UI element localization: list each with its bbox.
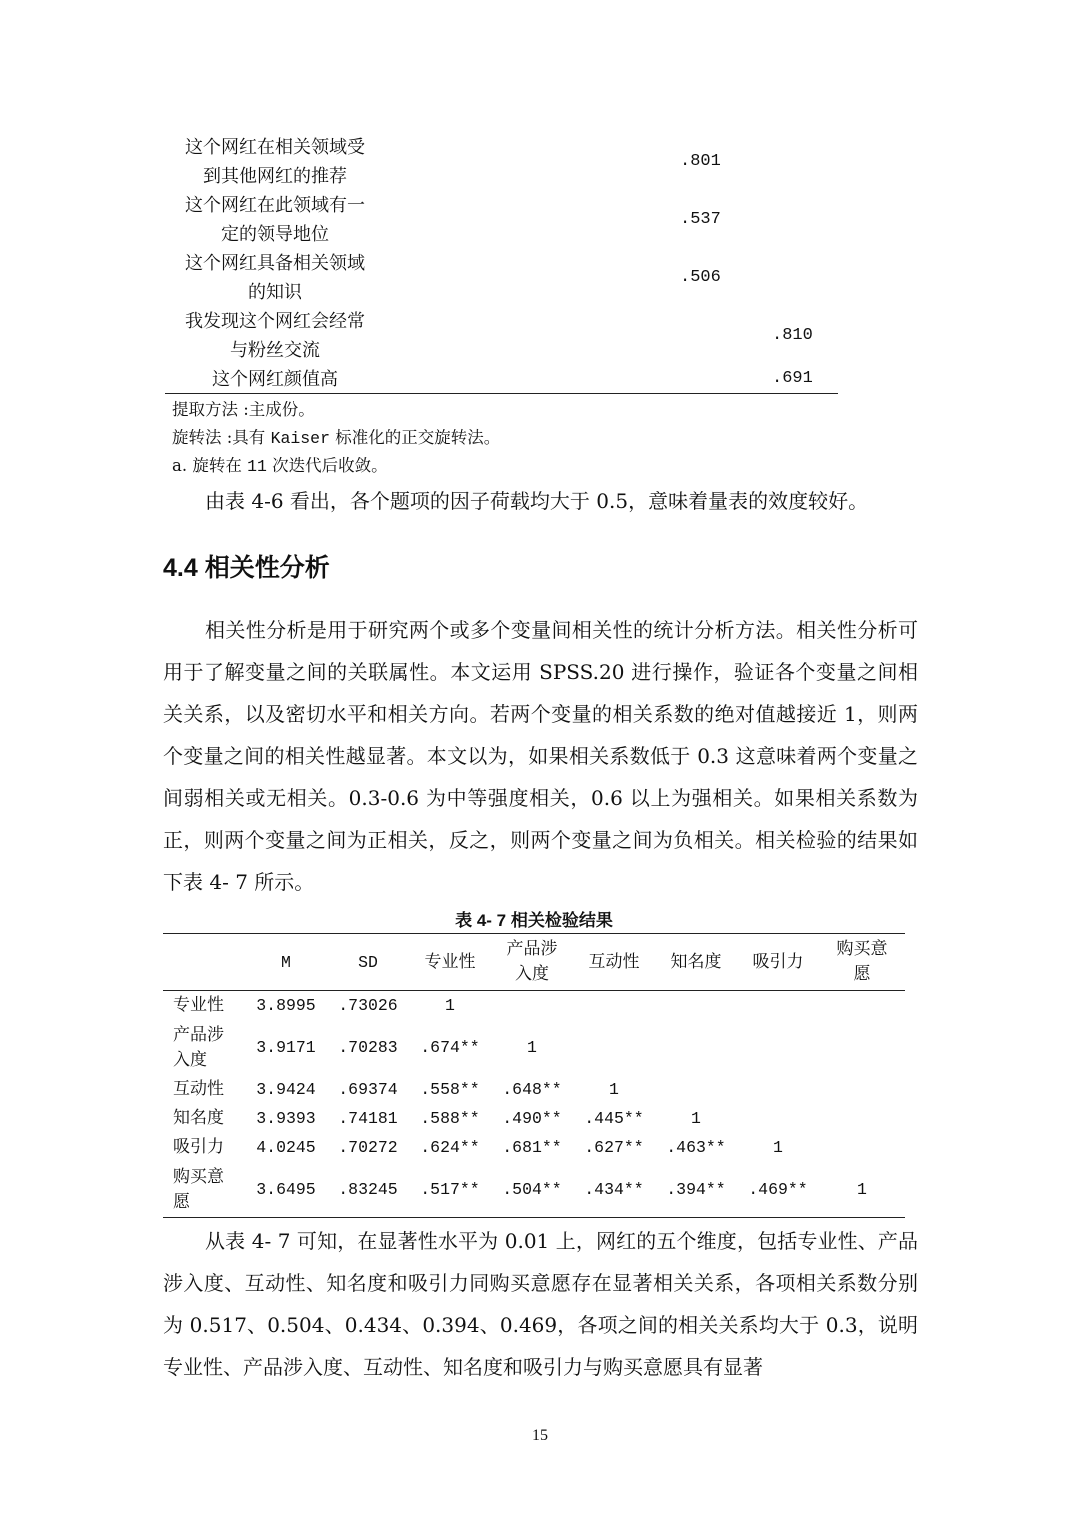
loading-row-4-label xyxy=(165,307,385,365)
header-involvement-line1: 产品涉 xyxy=(506,939,558,959)
note-rotation-part1: 旋转法 :具有 xyxy=(172,428,271,447)
page-number: 15 xyxy=(532,1427,548,1444)
table-row xyxy=(163,991,905,1021)
cell-corr xyxy=(655,1020,737,1075)
loading-row-3-label-line2: 的知识 xyxy=(248,282,302,303)
cell-corr: .674** xyxy=(420,1038,480,1057)
cell-corr: .434** xyxy=(584,1180,644,1199)
cell-sd: .70272 xyxy=(338,1138,398,1157)
cell-corr xyxy=(819,1075,905,1104)
cell-corr xyxy=(737,1104,819,1133)
cell-m: 4.0245 xyxy=(256,1138,316,1157)
cell-corr: 1 xyxy=(691,1109,701,1128)
row-name xyxy=(163,1020,245,1075)
cell-sd: .83245 xyxy=(338,1180,398,1199)
loading-row-1-label-line2: 到其他网红的推荐 xyxy=(203,166,347,187)
cell-corr xyxy=(573,991,655,1021)
table-header-row xyxy=(163,934,905,991)
loading-row-2-label-line2: 定的领导地位 xyxy=(221,224,329,245)
row-name-line2: 愿 xyxy=(173,1191,190,1212)
cell-corr xyxy=(819,1020,905,1075)
header-popularity: 知名度 xyxy=(655,934,737,991)
cell-m: 3.9393 xyxy=(256,1109,316,1128)
cell-corr: 1 xyxy=(527,1038,537,1057)
table-note-extraction: 提取方法 :主成份。 xyxy=(172,400,315,419)
cell-corr xyxy=(737,1020,819,1075)
cell-corr: .490** xyxy=(502,1109,562,1128)
cell-corr xyxy=(819,991,905,1021)
header-involvement xyxy=(491,934,573,991)
table-note-rotation xyxy=(172,425,500,452)
cell-corr: .463** xyxy=(666,1138,726,1157)
header-purchase-intention xyxy=(819,934,905,991)
loading-row-1-label xyxy=(165,133,385,191)
cell-corr: .624** xyxy=(420,1138,480,1157)
header-m: M xyxy=(245,934,327,991)
cell-corr xyxy=(655,1075,737,1104)
note-rotation-kaiser: Kaiser xyxy=(270,429,330,448)
loading-row-3-label xyxy=(165,249,385,307)
cell-corr xyxy=(737,1075,819,1104)
cell-m: 3.6495 xyxy=(256,1180,316,1199)
loading-row-5-value: .691 xyxy=(772,369,813,388)
cell-sd: .69374 xyxy=(338,1080,398,1099)
cell-corr: .504** xyxy=(502,1180,562,1199)
section-heading: 4.4 相关性分析 xyxy=(163,554,330,582)
cell-sd: .70283 xyxy=(338,1038,398,1057)
note-rotation-part2: 标准化的正交旋转法。 xyxy=(329,428,501,447)
loading-row-2-label-line1: 这个网红在此领域有一 xyxy=(185,195,365,216)
loading-row-2-value: .537 xyxy=(680,210,721,229)
correlation-table xyxy=(163,933,905,1218)
cell-m: 3.9424 xyxy=(256,1080,316,1099)
cell-corr xyxy=(655,991,737,1021)
cell-corr xyxy=(819,1104,905,1133)
note-convergence-part2: 次迭代后收敛。 xyxy=(266,456,388,475)
cell-corr xyxy=(491,991,573,1021)
cell-corr: .517** xyxy=(420,1180,480,1199)
cell-corr: 1 xyxy=(445,996,455,1015)
table-row xyxy=(163,1162,905,1218)
paragraph-correlation-result: 从表 4- 7 可知，在显著性水平为 0.01 上，网红的五个维度，包括专业性、产品涉入度、互动性、知名度和吸引力同购买意愿存在显著相关关系，各项相关系数分别为 0.517、0.504、0.434、0.394、0.469，各项之间的相关关系均大于 0.3，说明专业性、产品涉入度、互动性、知名度和吸引力与购买意愿具有显著 xyxy=(163,1229,918,1379)
cell-corr: .469** xyxy=(748,1180,808,1199)
loading-row-4-label-line2: 与粉丝交流 xyxy=(230,340,320,361)
row-name: 知名度 xyxy=(173,1108,224,1128)
loading-row-4-value: .810 xyxy=(772,326,813,345)
row-name-line1: 产品涉 xyxy=(173,1024,224,1045)
cell-corr: .445** xyxy=(584,1109,644,1128)
table-note-convergence xyxy=(172,453,388,480)
row-name xyxy=(163,1162,245,1218)
header-empty xyxy=(163,934,245,991)
paragraph-correlation-intro: 相关性分析是用于研究两个或多个变量间相关性的统计分析方法。相关性分析可用于了解变量之间的关联属性。本文运用 SPSS.20 进行操作，验证各个变量之间相关关系，以及密切水平和相关方向。若两个变量的相关系数的绝对值越接近 1，则两个变量之间的相关性越显著。本文以为，如果相关系数低于 0.3 这意味着两个变量之间弱相关或无相关。0.3-0.6 为中等强度相关，0.6 以上为强相关。如果相关系数为正，则两个变量之间为正相关，反之，则两个变量之间为负相关。相关检验的结果如下表 4- 7 所示。 xyxy=(163,618,918,894)
header-purchase-line1: 购买意 xyxy=(836,939,888,959)
header-sd: SD xyxy=(327,934,409,991)
loading-row-1-value: .801 xyxy=(680,152,721,171)
row-name: 专业性 xyxy=(173,995,224,1015)
note-convergence-part1: a. 旋转在 xyxy=(172,456,248,475)
cell-corr: 1 xyxy=(857,1180,867,1199)
row-name-line1: 购买意 xyxy=(173,1166,224,1187)
header-interaction: 互动性 xyxy=(573,934,655,991)
note-convergence-count: 11 xyxy=(247,457,267,476)
table-row xyxy=(163,1075,905,1104)
cell-corr: .681** xyxy=(502,1138,562,1157)
table-row xyxy=(163,1133,905,1162)
table-caption: 表 4- 7 相关检验结果 xyxy=(455,911,613,930)
row-name-line2: 入度 xyxy=(173,1049,207,1070)
cell-m: 3.9171 xyxy=(256,1038,316,1057)
cell-m: 3.8995 xyxy=(256,996,316,1015)
cell-corr xyxy=(573,1020,655,1075)
cell-corr: .588** xyxy=(420,1109,480,1128)
cell-corr: .558** xyxy=(420,1080,480,1099)
cell-corr: .627** xyxy=(584,1138,644,1157)
cell-corr: .648** xyxy=(502,1080,562,1099)
table-row xyxy=(163,1104,905,1133)
loading-row-1-label-line1: 这个网红在相关领域受 xyxy=(185,137,365,158)
header-expertise: 专业性 xyxy=(409,934,491,991)
header-involvement-line2: 入度 xyxy=(515,964,549,984)
cell-corr: 1 xyxy=(609,1080,619,1099)
loading-row-3-label-line1: 这个网红具备相关领域 xyxy=(185,253,365,274)
cell-corr xyxy=(819,1133,905,1162)
cell-corr: .394** xyxy=(666,1180,726,1199)
table-row xyxy=(163,1020,905,1075)
loading-row-4-label-line1: 我发现这个网红会经常 xyxy=(185,311,365,332)
cell-sd: .73026 xyxy=(338,996,398,1015)
cell-corr xyxy=(737,991,819,1021)
paragraph-validity: 由表 4-6 看出，各个题项的因子荷载均大于 0.5，意味着量表的效度较好。 xyxy=(205,489,869,513)
loading-row-2-label xyxy=(165,191,385,249)
row-name: 互动性 xyxy=(173,1079,224,1099)
header-attractiveness: 吸引力 xyxy=(737,934,819,991)
table-bottom-rule xyxy=(165,393,838,394)
loading-row-5-label: 这个网红颜值高 xyxy=(212,369,338,390)
row-name: 吸引力 xyxy=(173,1137,224,1157)
loading-row-3-value: .506 xyxy=(680,268,721,287)
cell-corr: 1 xyxy=(773,1138,783,1157)
cell-sd: .74181 xyxy=(338,1109,398,1128)
header-purchase-line2: 愿 xyxy=(853,964,871,984)
